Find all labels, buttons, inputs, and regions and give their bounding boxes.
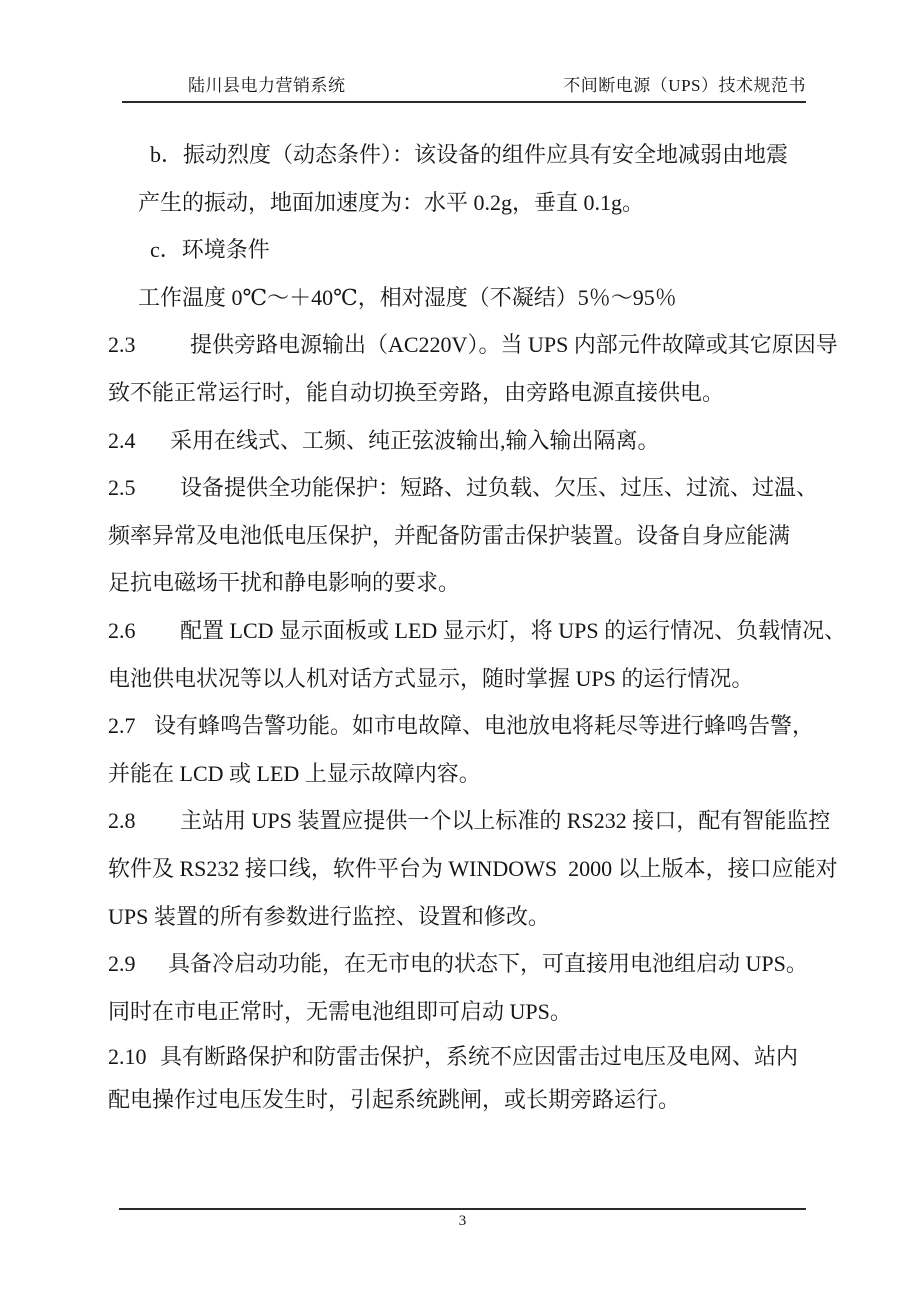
- paragraph-2-3-text: 提供旁路电源输出（AC220V）。当 UPS 内部元件故障或其它原因导: [190, 332, 838, 358]
- paragraph-2-4-text: 采用在线式、工频、纯正弦波输出,输入输出隔离。: [170, 427, 660, 453]
- paragraph-2-9: [108, 940, 820, 1035]
- paragraph-2-10-text: 具有断路保护和防雷击保护，系统不应因雷击过电压及电网、站内: [160, 1044, 799, 1070]
- paragraph-2-6: [108, 607, 847, 702]
- paragraph-2-5-text: 设备提供全功能保护：短路、过负载、欠压、过压、过流、过温、: [180, 475, 819, 501]
- document-body: [108, 131, 847, 1121]
- paragraph-2-5-line-3: 足抗电磁场干扰和静电影响的要求。: [108, 570, 461, 596]
- paragraph-2-4-line-1: [108, 417, 820, 465]
- paragraph-2-9-line-2: 同时在市电正常时，无需电池组即可启动 UPS。: [108, 998, 572, 1024]
- paragraph-2-3-line-2: 致不能正常运行时，能自动切换至旁路，由旁路电源直接供电。: [108, 379, 725, 405]
- paragraph-2-3-line-1: [108, 321, 838, 369]
- paragraph-2-10-line-1: [108, 1035, 820, 1078]
- paragraph-2-6-text: 配置 LCD 显示面板或 LED 显示灯，将 UPS 的运行情况、负载情况、: [180, 617, 847, 643]
- paragraph-2-8-line-2: 软件及 RS232 接口线，软件平台为 WINDOWS 2000 以上版本，接口应能对: [108, 855, 838, 881]
- page-footer: [119, 1208, 806, 1230]
- paragraph-2-7-line-2: 并能在 LCD 或 LED 上显示故障内容。: [108, 760, 481, 786]
- paragraph-2-6-number: 2.6: [108, 617, 136, 643]
- header-left-title: 陆川县电力营销系统: [188, 76, 346, 95]
- item-b-line-1: b．振动烈度（动态条件）：该设备的组件应具有安全地减弱由地震: [150, 142, 789, 167]
- item-b-line-2: 产生的振动，地面加速度为：水平 0.2g，垂直 0.1g。: [138, 189, 645, 215]
- paragraph-2-8-line-3: UPS 装置的所有参数进行监控、设置和修改。: [108, 903, 550, 929]
- paragraph-2-6-line-2: 电池供电状况等以人机对话方式显示，随时掌握 UPS 的运行情况。: [108, 665, 754, 691]
- item-c-line-2: 工作温度 0℃～＋40℃，相对湿度（不凝结）5％～95％: [138, 284, 677, 310]
- page-number: 3: [458, 1213, 467, 1229]
- paragraph-item-b: [108, 131, 820, 226]
- paragraph-2-5-line-1: [108, 464, 820, 512]
- paragraph-2-9-text: 具备冷启动功能，在无市电的状态下，可直接用电池组启动 UPS。: [168, 951, 808, 977]
- paragraph-2-8-text: 主站用 UPS 装置应提供一个以上标准的 RS232 接口，配有智能监控: [180, 808, 831, 834]
- header-right-title: 不间断电源（UPS）技术规范书: [563, 76, 806, 95]
- paragraph-2-7-number: 2.7: [108, 713, 136, 739]
- paragraph-2-8-number: 2.8: [108, 808, 136, 834]
- paragraph-2-10-line-2: 配电操作过电压发生时，引起系统跳闸，或长期旁路运行。: [108, 1087, 681, 1113]
- paragraph-item-c: [108, 226, 820, 321]
- header-rule: [122, 0, 806, 103]
- paragraph-2-10: [108, 1035, 820, 1121]
- paragraph-2-9-line-1: [108, 940, 820, 988]
- paragraph-2-3: [108, 321, 838, 416]
- paragraph-2-7-text: 设有蜂鸣告警功能。如市电故障、电池放电将耗尽等进行蜂鸣告警，: [154, 713, 815, 739]
- paragraph-2-8-line-1: [108, 797, 831, 845]
- page-header: [122, 0, 806, 103]
- paragraph-2-5-line-2: 频率异常及电池低电压保护，并配备防雷击保护装置。设备自身应能满: [108, 522, 791, 548]
- paragraph-2-8: [108, 797, 838, 940]
- paragraph-2-5: [108, 464, 820, 607]
- paragraph-2-4: [108, 417, 820, 465]
- paragraph-2-4-number: 2.4: [108, 427, 136, 453]
- item-c-line-1: c．环境条件: [150, 237, 270, 263]
- paragraph-2-6-line-1: [108, 607, 847, 655]
- paragraph-2-5-number: 2.5: [108, 475, 136, 501]
- paragraph-2-7: [108, 702, 820, 797]
- paragraph-2-9-number: 2.9: [108, 951, 136, 977]
- paragraph-2-10-number: 2.10: [108, 1044, 147, 1070]
- paragraph-2-3-number: 2.3: [108, 332, 136, 358]
- paragraph-2-7-line-1: [108, 702, 820, 750]
